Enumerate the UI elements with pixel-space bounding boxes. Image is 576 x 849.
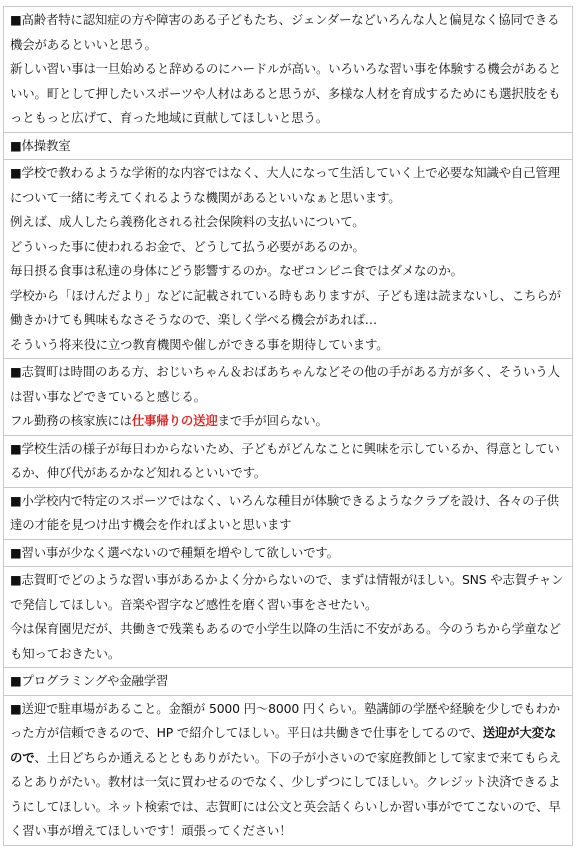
comment-paragraph: 毎日摂る食事は私達の身体にどう影響するのか。なぜコンビニ食ではダメなのか。 <box>10 263 463 278</box>
comment-paragraph: ■志賀町は時間のある方、おじいちゃん＆おばあちゃんなどその他の手がある方が多く、そういう人は習い事などできていると感じる。 <box>10 364 560 404</box>
comment-paragraph: どういった事に使われるお金で、どうして払う必要があるのか。 <box>10 238 365 254</box>
comment-cell <box>4 567 573 668</box>
comment-cell <box>4 668 573 696</box>
comment-cell <box>4 435 573 487</box>
comment-cell <box>4 487 573 539</box>
comment-paragraph: ■体操教室 <box>10 137 71 153</box>
table-row <box>4 132 573 160</box>
table-row <box>4 695 573 845</box>
comment-cell <box>4 7 573 133</box>
highlighted-text: 仕事帰りの送迎 <box>131 413 218 428</box>
comment-cell <box>4 539 573 567</box>
comment-paragraph: ■送迎で駐車場があること。金額が 5000 円～8000 円くらい。塾講師の学歴や経験を少しでもわかった方が信頼できるので、HP で紹介してほしい。平日は共働きで仕事をしてるので、送迎が大変なので、土日どちらか通えるとともありがたい。下の子が小さいので家庭教師として家まで来てもらえるとありがたい。教材は一気に買わせるのでなく、少しずつにしてほしい。クレジット決済できるようにしてほしい。ネット検索では、志賀町には公文と英会話くらいしか習い事がでてこないので、早く習い事が増えてほしいです！頑張ってください！ <box>10 700 561 838</box>
comment-paragraph: ■志賀町でどのような習い事があるかよく分からないので、まずは情報がほしい。SNS や志賀チャンで発信してほしい。音楽や習字など感性を磨く習い事をさせたい。 <box>10 572 564 612</box>
comment-cell <box>4 695 573 845</box>
comment-paragraph: フル勤務の核家族には仕事帰りの送迎まで手が回らない。 <box>10 413 328 428</box>
table-row <box>4 359 573 436</box>
comment-paragraph: ■習い事が少なく選べないので種類を増やして欲しいです。 <box>10 544 339 560</box>
table-row <box>4 7 573 133</box>
comment-paragraph: ■高齢者特に認知症の方や障害のある子どもたち、ジェンダーなどいろんな人と偏見なく協同できる機会があるといいと思う。 <box>10 12 560 52</box>
table-row <box>4 567 573 668</box>
comment-paragraph: 今は保育園児だが、共働きで残業もあるので小学生以降の生活に不安がある。今のうちから学童なども知っておきたい。 <box>10 621 561 661</box>
table-row <box>4 487 573 539</box>
comment-paragraph: ■プログラミングや金融学習 <box>10 673 169 688</box>
comment-paragraph: ■学校で教わるような学術的な内容ではなく、大人になって生活していく上で必要な知識や自己管理について一緒に考えてくれるような機関があるといいなぁと思います。 <box>10 165 560 205</box>
comment-cell <box>4 160 573 359</box>
comment-paragraph: ■小学校内で特定のスポーツではなく、いろんな種目が体験できるようなクラブを設け、各々の子供達の才能を見つけ出す機会を作ればよいと思います <box>10 492 559 532</box>
table-row <box>4 668 573 696</box>
comment-cell <box>4 132 573 160</box>
table-row <box>4 160 573 359</box>
comment-cell <box>4 359 573 436</box>
comment-paragraph: 学校から「ほけんだより」などに記載されている時もありますが、子ども達は読まないし、こちらが働きかけても興味もなさそうなので、楽しく学べる機会があれば… <box>10 287 561 327</box>
comments-table <box>3 6 573 846</box>
comment-paragraph: そういう将来役に立つ教育機関や催しができる事を期待しています。 <box>10 336 389 352</box>
comment-paragraph: 新しい習い事は一旦始めると辞めるのにハードルが高い。いろいろな習い事を体験する機会があるといい。町として押したいスポーツや人材はあると思うが、多様な人材を育成するためにも選択肢をもっともっと広げて、育った地域に貢献してほしいと思う。 <box>10 61 561 125</box>
table-row <box>4 539 573 567</box>
comment-paragraph: 例えば、成人したら義務化される社会保険料の支払いについて。 <box>10 214 365 229</box>
table-row <box>4 435 573 487</box>
comment-paragraph: ■学校生活の様子が毎日わからないため、子どもがどんなことに興味を示しているか、得意としているか、伸び代があるかなど知れるといいです。 <box>10 440 560 480</box>
bold-text: 送迎が大変なので <box>10 725 557 765</box>
